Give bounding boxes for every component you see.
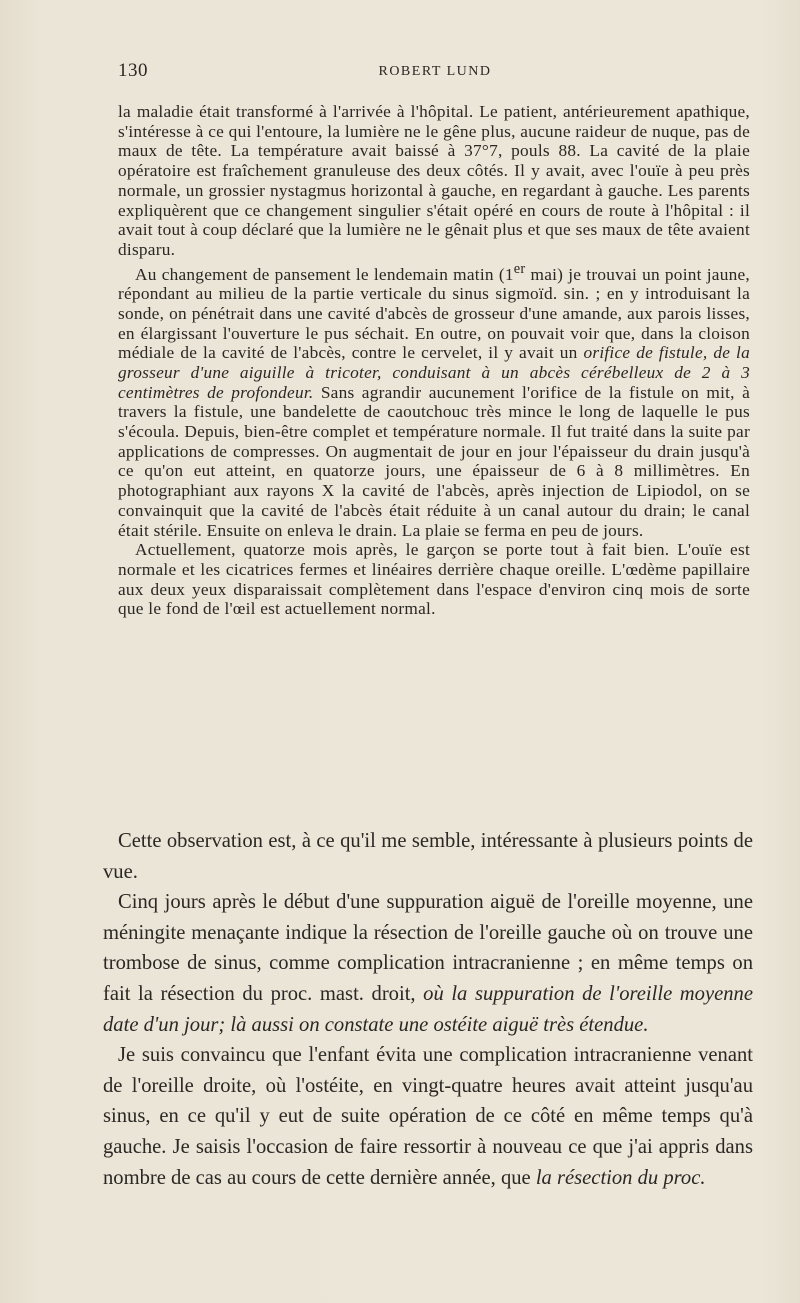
discussion-paragraph (103, 887, 753, 1040)
running-head: ROBERT LUND (378, 64, 492, 79)
page-header (118, 60, 752, 90)
italic-text: la résection du proc. (535, 1166, 706, 1189)
case-report-paragraph (118, 260, 750, 541)
paragraph-text: Actuellement, quatorze mois après, le garçon se porte tout à fait bien. L'ouïe est normale et les cicatrices fermes et linéaires derrière chaque oreille. L'œdème papillaire aux deux yeux disparaissait complètement dans l'espace d'environ cinq mois de sorte que le fond de l'œil est actuellement normal. (118, 540, 750, 619)
discussion-paragraph (103, 826, 753, 887)
italic-text: orifice de fistule, de la grosseur d'une aiguille à tricoter, conduisant à un abcès cérébelleux de 2 à 3 centimètres de profondeur. (118, 343, 750, 402)
paragraph-text: la maladie était transformé à l'arrivée à l'hôpital. Le patient, antérieurement apathique, s'intéresse à ce qui l'entoure, la lumière ne le gêne plus, aucune raideur de nuque, pas de maux de tête. La température avait baissé à 37°7, pouls 88. La cavité de la plaie opératoire est fraîchement granuleuse des deux côtés. Il y avait, avec l'ouïe à peu près normale, un grossier nystagmus horizontal à gauche, en regardant à gauche. Les parents expliquèrent que ce changement singulier s'était opéré en cours de route à l'hôpital : il avait tout à coup déclaré que la lumière ne le gênait plus et que ses maux de tête avaient disparu. (118, 102, 750, 259)
italic-text: où la suppuration de l'oreille moyenne date d'un jour; là aussi on constate une ostéite aiguë très étendue. (103, 982, 753, 1036)
case-report-paragraph (118, 540, 750, 619)
paragraph-text: Cette observation est, à ce qu'il me semble, intéressante à plusieurs points de vue. (103, 830, 753, 883)
discussion-section (103, 826, 753, 1193)
superscript-text: er (513, 260, 526, 277)
discussion-paragraph (103, 1040, 753, 1193)
page-number: 130 (118, 60, 148, 81)
paragraph-text: Je suis convaincu que l'enfant évita une complication intracranienne venant de l'oreille droite, où l'ostéite, en vingt-quatre heures avait atteint jusqu'au sinus, en ce qu'il y eut de suite opération de ce côté en même temps qu'à gauche. Je saisis l'occasion de faire ressortir à nouveau ce que j'ai appris dans nombre de cas au cours de cette dernière année, que (103, 1044, 753, 1189)
paragraph-text: Au changement de pansement le lendemain matin (1 (135, 264, 514, 284)
paragraph-text: Cinq jours après le début d'une suppuration aiguë de l'oreille moyenne, une méningite menaçante indique la résection de l'oreille gauche où on trouve une trombose de sinus, comme complication intracranienne ; en même temps on fait la résection du proc. mast. droit, (103, 891, 753, 1005)
case-report-section (118, 102, 750, 619)
paragraph-text: Sans agrandir aucunement l'orifice de la fistule on mit, à travers la fistule, une bandelette de caoutchouc très mince le long de laquelle le pus s'écoula. Depuis, bien-être complet et température normale. Il fut traité dans la suite par applications de compresses. On augmentait de jour en jour l'épaisseur du drain jusqu'à ce qu'on eut atteint, en quatorze jours, une épaisseur de 6 à 8 millimètres. En photographiant aux rayons X la cavité de l'abcès, après injection de Lipiodol, on se convainquit que la cavité de l'abcès était réduite à un canal autour du drain; le canal était stérile. Ensuite on enleva le drain. La plaie se ferma en peu de jours. (118, 382, 750, 540)
paragraph-text: mai) je trouvai un point jaune, répondant au milieu de la partie verticale du sinus sigmoïd. sin. ; en y introduisant la sonde, on pénétrait dans une cavité d'abcès de grosseur d'une amande, aux parois lisses, en élargissant l'ouverture le pus séchait. En outre, on pouvait voir que, dans la cloison médiale de la cavité de l'abcès, contre le cervelet, il y avait un (118, 264, 750, 363)
case-report-paragraph (118, 102, 750, 260)
